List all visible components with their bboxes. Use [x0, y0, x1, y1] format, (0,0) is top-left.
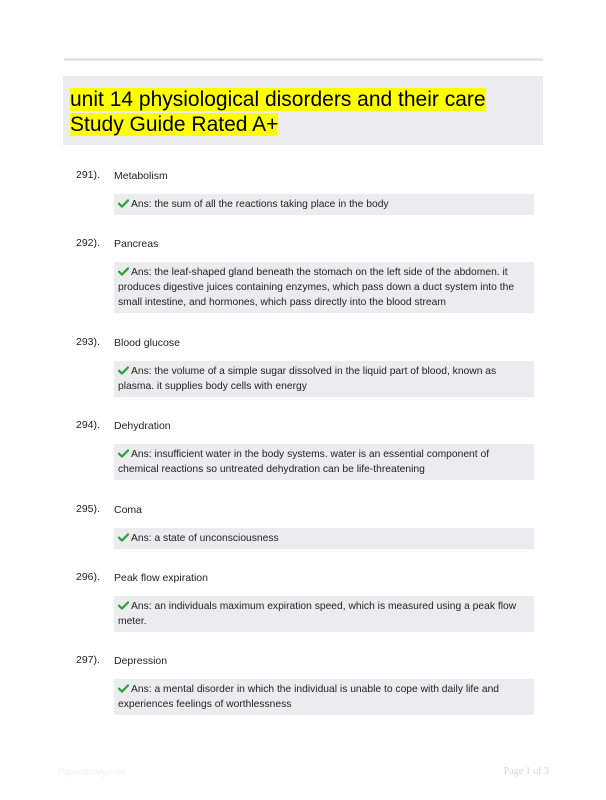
footer-site-watermark: Paperlibrary.com	[58, 767, 126, 777]
answer-box	[114, 528, 534, 549]
question-term: Dehydration	[114, 420, 171, 432]
question-number: 295).	[76, 503, 100, 515]
checkmark-icon	[118, 267, 129, 276]
checkmark-icon	[118, 199, 129, 208]
page-title	[70, 87, 486, 137]
checkmark-icon	[118, 601, 129, 610]
answer-text: Ans: a state of unconsciousness	[131, 533, 279, 544]
checkmark-icon	[118, 684, 129, 693]
title-line-1: unit 14 physiological disorders and their care	[70, 88, 486, 111]
answer-box	[114, 679, 534, 715]
answer-text: Ans: an individuals maximum expiration speed, which is measured using a peak flow meter.	[118, 601, 517, 627]
answer-box	[114, 444, 534, 480]
answer-text: Ans: the sum of all the reactions taking place in the body	[131, 199, 389, 210]
answer-text: Ans: insufficient water in the body systems. water is an essential component of chemical reactions so untreated dehydration can be life-threatening	[118, 449, 490, 475]
checkmark-icon	[118, 533, 129, 542]
page-number: Page 1 of 3	[503, 766, 549, 777]
answer-text: Ans: the leaf-shaped gland beneath the stomach on the left side of the abdomen. it produces digestive juices containing enzymes, which pass down a duct system into the small intestine, and hormones, which pass directly into the blood stream	[118, 267, 515, 308]
question-number: 293).	[76, 336, 100, 348]
top-divider	[64, 58, 543, 61]
answer-text: Ans: the volume of a simple sugar dissolved in the liquid part of blood, known as plasma. it supplies body cells with energy	[118, 366, 497, 392]
question-term: Coma	[114, 504, 143, 516]
question-term: Metabolism	[114, 170, 168, 182]
question-number: 297).	[76, 654, 100, 666]
question-number: 294).	[76, 419, 100, 431]
answer-box	[114, 194, 534, 215]
answer-box	[114, 361, 534, 397]
question-term: Depression	[114, 655, 168, 667]
question-term: Blood glucose	[114, 337, 180, 349]
checkmark-icon	[118, 449, 129, 458]
question-term: Peak flow expiration	[114, 572, 208, 584]
question-number: 291).	[76, 169, 100, 181]
question-number: 296).	[76, 571, 100, 583]
question-number: 292).	[76, 237, 100, 249]
title-line-2: Study Guide Rated A+	[70, 113, 279, 136]
answer-text: Ans: a mental disorder in which the individual is unable to cope with daily life and experiences feelings of worthlessness	[118, 684, 500, 710]
checkmark-icon	[118, 366, 129, 375]
answer-box	[114, 596, 534, 632]
answer-box	[114, 262, 534, 313]
question-term: Pancreas	[114, 238, 159, 250]
